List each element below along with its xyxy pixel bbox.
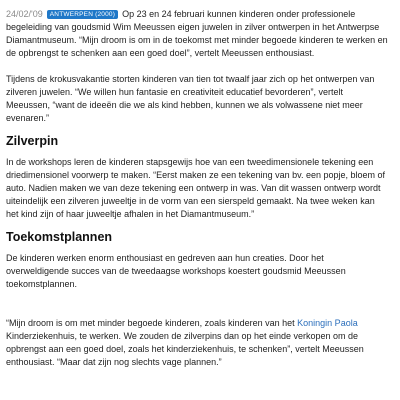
paragraph-gap (6, 60, 388, 73)
section-heading-zilverpin: Zilverpin (6, 134, 59, 148)
intro-paragraph (6, 8, 388, 60)
section-heading-toekomstplannen: Toekomstplannen (6, 230, 113, 244)
paragraph-gap (6, 304, 388, 317)
paragraph-2: Tijdens de krokusvakantie storten kinderen van tien tot twaalf jaar zich op het ontwerpen van zilveren juwelen. “We willen hun fantasie en creativiteit educatief bevorderen”, vertelt Meeussen, “want de ideeën die we als kind hebben, kunnen we als volwassene niet meer evenaren.” (6, 74, 375, 123)
intro-text: Op 23 en 24 februari kunnen kinderen onder professionele begeleiding van goudsmid Wim Meeussen eigen juwelen in zilver ontwerpen in het Antwerpse Diamantmuseum. “Mijn droom is om in de toekomst met minder begoede kinderen te werken en de opbrengst te schenken aan een goed doel”, vertelt Meeussen enthousiast. (6, 9, 388, 58)
article-date: 24/02/'09 (6, 9, 43, 19)
paragraph-3: In de workshops leren de kinderen stapsgewijs hoe van een tweedimensionele tekening een driedimensionel voorwerp te maken. “Eerst maken ze een tekening van bv. een popje, bloem of auto. Nadien maken we van deze tekening een ontwerp in was. Van dit wassen ontwerp wordt uiteindelijk een zilveren juweeltje in de vorm van een sierspeld gemaakt. Na twee weken kan het kind zijn of haar juweeltje afhalen in het Diamantmuseum.” (6, 157, 386, 219)
quote-start: “Mijn droom is om met minder begoede kinderen, zoals kinderen van het (6, 318, 298, 328)
quote-end: Kinderziekenhuis, te werken. We zouden de zilverpins dan op het einde verkopen om de opbrengst aan een goed doel, zoals het kinderziekenhuis, te schenken”, vertelt Meeussen enthousiast. “Maar dat zijn nog slechts vage plannen.” (6, 331, 364, 367)
location-badge[interactable]: ANTWERPEN (2000) (47, 10, 118, 19)
paragraph-gap (6, 291, 388, 304)
paragraph-5 (6, 317, 388, 369)
paragraph-4: De kinderen werken enorm enthousiast en gedreven aan hun creaties. Door het overweldigende succes van de tweedaagse workshops koestert goudsmid Meeussen toekomstplannen. (6, 253, 346, 289)
koningin-paola-link[interactable]: Koningin Paola (297, 318, 358, 328)
